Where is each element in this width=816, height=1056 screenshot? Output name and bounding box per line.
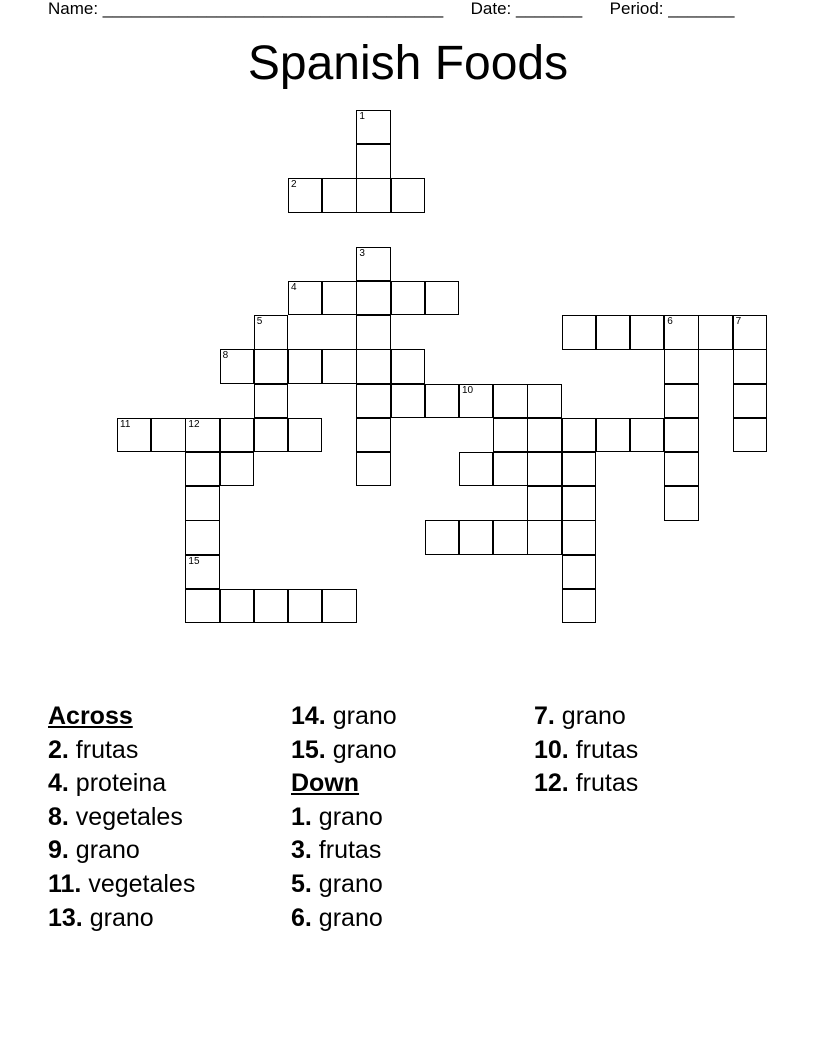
- clue-number: 3: [359, 247, 365, 259]
- clue-number: 7.: [534, 702, 555, 730]
- crossword-cell[interactable]: [288, 178, 322, 212]
- crossword-cell[interactable]: [596, 418, 630, 452]
- crossword-cell[interactable]: [425, 281, 459, 315]
- clue-number: 13.: [48, 903, 83, 932]
- clue-text: frutas: [568, 769, 639, 798]
- clue-number: 9.: [48, 836, 69, 865]
- clue-heading: Down: [291, 769, 360, 798]
- clue-text: grano: [82, 903, 154, 932]
- crossword-cell[interactable]: [493, 520, 527, 554]
- clue-number: 1: [359, 111, 365, 122]
- clue-number: 4: [291, 282, 297, 293]
- clue-number: 15: [188, 555, 200, 567]
- crossword-cell[interactable]: [356, 281, 390, 315]
- crossword-cell[interactable]: [493, 418, 527, 452]
- crossword-cell[interactable]: [527, 418, 561, 452]
- clue-item: [48, 767, 195, 801]
- crossword-cell[interactable]: [425, 384, 459, 418]
- crossword-cell[interactable]: [356, 110, 390, 144]
- crossword-cell[interactable]: [288, 589, 322, 623]
- clue-column-3: [534, 700, 638, 801]
- crossword-cell[interactable]: [185, 452, 219, 486]
- clue-heading: Across: [48, 702, 133, 730]
- crossword-cell[interactable]: [391, 281, 425, 315]
- crossword-cell[interactable]: [698, 315, 732, 349]
- clue-number: 5.: [291, 869, 312, 898]
- clue-number: 12: [188, 418, 200, 430]
- crossword-cell[interactable]: [254, 384, 288, 418]
- crossword-cell[interactable]: [459, 384, 493, 418]
- clue-number: 10: [462, 384, 474, 396]
- page-title: Spanish Foods: [247, 37, 569, 90]
- clue-column-2: [291, 700, 397, 935]
- crossword-cell[interactable]: [356, 178, 390, 212]
- crossword-cell[interactable]: [254, 418, 288, 452]
- clue-text: frutas: [568, 735, 639, 764]
- clue-number: 7: [735, 316, 742, 328]
- crossword-cell[interactable]: [356, 315, 390, 349]
- crossword-cell[interactable]: [322, 589, 356, 623]
- crossword-cell[interactable]: [220, 452, 254, 486]
- clue-column-1: [48, 700, 195, 935]
- crossword-cell[interactable]: [527, 520, 561, 554]
- clue-item: [534, 767, 638, 801]
- clue-text: grano: [68, 836, 140, 865]
- crossword-cell[interactable]: [117, 418, 151, 452]
- crossword-cell[interactable]: [562, 452, 596, 486]
- crossword-cell[interactable]: [562, 486, 596, 520]
- clue-number: 11: [120, 418, 131, 430]
- period-field-label: Period: _______: [609, 0, 735, 18]
- crossword-cell[interactable]: [356, 247, 390, 281]
- crossword-cell[interactable]: [391, 178, 425, 212]
- crossword-cell[interactable]: [733, 315, 767, 349]
- crossword-cell[interactable]: [425, 520, 459, 554]
- crossword-cell[interactable]: [527, 486, 561, 520]
- clue-number: 5: [256, 316, 263, 328]
- crossword-cell[interactable]: [185, 418, 219, 452]
- clue-text: vegetales: [81, 869, 196, 898]
- clue-number: 2.: [48, 735, 69, 764]
- crossword-cell[interactable]: [562, 555, 596, 589]
- clue-number: 2: [291, 179, 297, 191]
- clue-item: [48, 734, 195, 768]
- clue-text: grano: [311, 802, 383, 831]
- crossword-cell[interactable]: [356, 452, 390, 486]
- crossword-cell[interactable]: [220, 349, 254, 383]
- clue-text: grano: [325, 702, 397, 730]
- crossword-cell[interactable]: [322, 178, 356, 212]
- crossword-cell[interactable]: [664, 384, 698, 418]
- clue-item: [534, 734, 638, 768]
- clue-item: [291, 801, 397, 835]
- clue-item: [48, 902, 195, 936]
- crossword-cell[interactable]: [733, 418, 767, 452]
- clue-item: [291, 902, 397, 936]
- name-field-label: Name: ____________________________________: [48, 0, 444, 18]
- crossword-cell[interactable]: [630, 315, 664, 349]
- crossword-cell[interactable]: [733, 384, 767, 418]
- crossword-cell[interactable]: [185, 520, 219, 554]
- crossword-cell[interactable]: [596, 315, 630, 349]
- clue-number: 12.: [534, 769, 569, 798]
- clue-item: [48, 801, 195, 835]
- clue-text: grano: [554, 702, 626, 730]
- crossword-cell[interactable]: [185, 555, 219, 589]
- crossword-cell[interactable]: [664, 486, 698, 520]
- clue-text: vegetales: [68, 802, 183, 831]
- crossword-cell[interactable]: [459, 520, 493, 554]
- clue-text: frutas: [68, 735, 139, 764]
- date-field-label: Date: _______: [470, 0, 583, 18]
- clue-number: 15.: [291, 735, 326, 764]
- clue-number: 3.: [291, 836, 312, 865]
- crossword-cell[interactable]: [562, 520, 596, 554]
- clue-item: [291, 868, 397, 902]
- crossword-cell[interactable]: [288, 418, 322, 452]
- crossword-cell[interactable]: [220, 418, 254, 452]
- clue-number: 6.: [291, 903, 312, 932]
- clue-item: [48, 834, 195, 868]
- crossword-cell[interactable]: [562, 589, 596, 623]
- crossword-cell[interactable]: [527, 384, 561, 418]
- crossword-cell[interactable]: [254, 315, 288, 349]
- clue-number: 14.: [291, 702, 326, 730]
- clue-text: grano: [325, 735, 397, 764]
- crossword-cell[interactable]: [493, 384, 527, 418]
- crossword-cell[interactable]: [185, 589, 219, 623]
- crossword-cell[interactable]: [493, 452, 527, 486]
- crossword-cell[interactable]: [562, 315, 596, 349]
- crossword-cell[interactable]: [220, 589, 254, 623]
- crossword-cell[interactable]: [288, 349, 322, 383]
- clue-item: [291, 734, 397, 768]
- clue-number: 8: [222, 350, 229, 362]
- crossword-cell[interactable]: [630, 418, 664, 452]
- crossword-cell[interactable]: [391, 384, 425, 418]
- clue-item: [291, 700, 397, 734]
- clue-number: 11.: [48, 869, 82, 898]
- clue-number: 10.: [534, 735, 569, 764]
- clue-text: frutas: [311, 836, 382, 865]
- crossword-cell[interactable]: [562, 418, 596, 452]
- crossword-cell[interactable]: [254, 589, 288, 623]
- crossword-cell[interactable]: [664, 349, 698, 383]
- crossword-cell[interactable]: [356, 418, 390, 452]
- clue-text: proteina: [68, 769, 167, 798]
- crossword-cell[interactable]: [356, 144, 390, 178]
- clue-text: grano: [311, 869, 383, 898]
- clue-item: [48, 868, 195, 902]
- clue-number: 8.: [48, 802, 69, 831]
- clue-number: 4.: [48, 769, 69, 798]
- clue-item: [291, 834, 397, 868]
- crossword-cell[interactable]: [527, 452, 561, 486]
- crossword-cell[interactable]: [664, 452, 698, 486]
- crossword-cell[interactable]: [356, 384, 390, 418]
- crossword-cell[interactable]: [151, 418, 185, 452]
- crossword-cell[interactable]: [664, 315, 698, 349]
- crossword-cell[interactable]: [254, 349, 288, 383]
- clue-text: grano: [311, 903, 383, 932]
- crossword-cell[interactable]: [322, 281, 356, 315]
- crossword-cell[interactable]: [391, 349, 425, 383]
- crossword-cell[interactable]: [664, 418, 698, 452]
- crossword-cell[interactable]: [459, 452, 493, 486]
- clue-number: 6: [667, 316, 673, 328]
- crossword-cell[interactable]: [288, 281, 322, 315]
- clue-number: 1.: [291, 802, 312, 831]
- crossword-cell[interactable]: [356, 349, 390, 383]
- crossword-cell[interactable]: [322, 349, 356, 383]
- crossword-cell[interactable]: [185, 486, 219, 520]
- clue-item: [534, 700, 638, 734]
- crossword-cell[interactable]: [733, 349, 767, 383]
